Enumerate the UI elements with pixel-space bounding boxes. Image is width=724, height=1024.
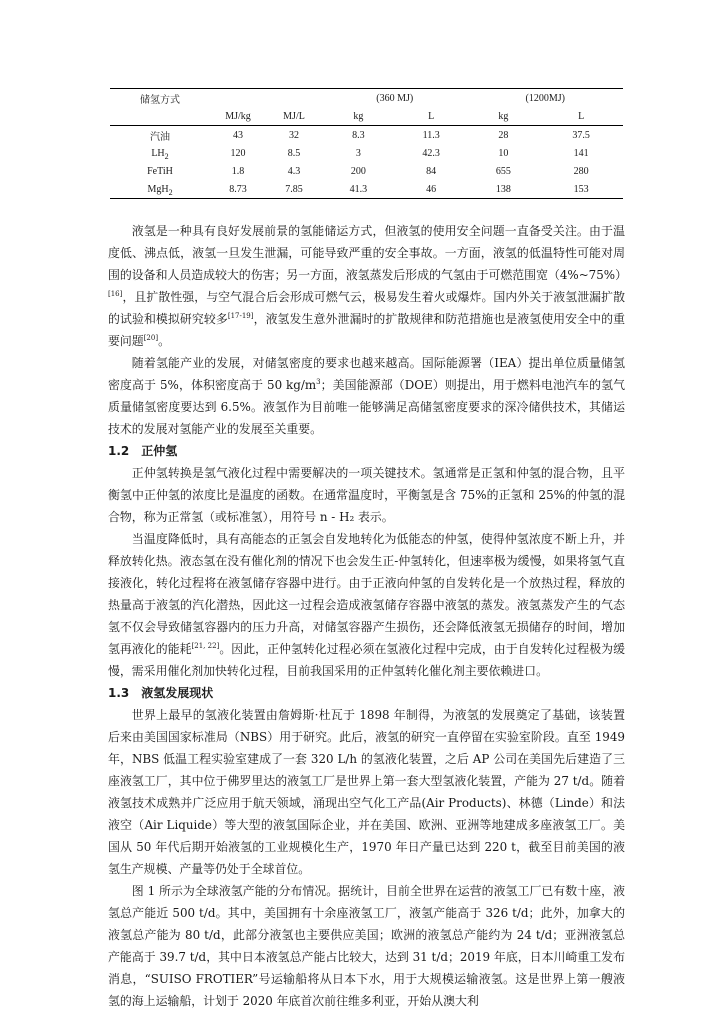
table-unit: MJ/kg: [210, 107, 266, 126]
table-cell: 42.3: [422, 147, 440, 159]
table-cell: 280: [573, 165, 589, 177]
table-unit: kg: [322, 107, 395, 126]
table-row: [110, 180, 623, 199]
table-row-label: MgH$_2$: [110, 180, 210, 199]
table-unit: L: [539, 107, 623, 126]
table-cell: 46: [395, 180, 468, 199]
paragraph: 当温度降低时，具有高能态的正氢会自发地转化为低能态的仲氢，使得仲氢浓度不断上升，并释放转化热。液态氢在没有催化剂的情况下也会发生正-仲氢转化，但速率极为缓慢，如果将氢气直接液化，转化过程将在液氢储存容器中进行。由于正液向仲氢的自发转化是一个放热过程，释放的热量高于液氢的汽化潜热，因此这一过程会造成液氢储存容器中液氢的蒸发。液氢蒸发产生的气态氢不仅会导致储氢容器内的压力升高，对储氢容器产生损伤，还会降低液氢无损储存的时间，增加氢再液化的能耗[21, 22]。因此，正仲氢转化过程必须在氢液化过程中完成，由于自发转化过程极为缓慢，需采用催化剂加快转化过程，目前我国采用的正仲氢转化催化剂主要依赖进口。: [108, 532, 625, 678]
table-unit: MJ/L: [266, 107, 322, 126]
table-cell: 8.73: [210, 180, 266, 199]
table-row-label: $LH_2$: [151, 147, 169, 161]
table-cell: 4.3: [287, 165, 301, 177]
table-row-label: 汽油: [150, 131, 170, 143]
table-header-360mj: (360 MJ): [322, 89, 468, 108]
table-header-row: [110, 89, 623, 108]
table-cell: 8.5: [287, 147, 301, 159]
table-cell: 3: [355, 147, 361, 159]
section-heading: 1.3 液氢发展现状: [108, 686, 214, 700]
table-cell: 84: [426, 165, 437, 177]
table-row: [110, 126, 623, 145]
paragraph: 世界上最早的氢液化装置由詹姆斯·杜瓦于 1898 年制得，为液氢的发展奠定了基础，该装置后来由美国国家标准局（NBS）用于研究。此后，液氢的研究一直停留在实验室阶段。直至 1949 年，NBS 低温工程实验室建成了一套 320 L/h 的氢液化装置，之后 AP 公司在美国先后建造了三座液氢工厂，其中位于佛罗里达的液氢工厂是世界上第一套大型氢液化装置，产能为 27 t/d。随着液氢技术成熟并广泛应用于航天领域，涌现出空气化工产品(Air Products)、林德（Linde）和法液空（Air Liquide）等大型的液氢国际企业，并在美国、欧洲、亚洲等地建成多座液氢工厂。美国从 50 年代后期开始液氢的工业规模化生产，1970 年日产量已达到 220 t，截至目前美国的液氢生产规模、产量等仍处于全球首位。: [108, 708, 625, 876]
article-body: [108, 220, 625, 1012]
table-cell: 41.3: [322, 180, 395, 199]
table-cell: 120: [230, 147, 246, 159]
table-cell: 138: [468, 180, 540, 199]
table-cell: 37.5: [572, 129, 590, 141]
table-units-row: [110, 107, 623, 126]
table-cell: 153: [539, 180, 623, 199]
table-cell: 43: [233, 129, 243, 141]
table-row: [110, 144, 623, 162]
table-cell: 1.8: [231, 165, 245, 177]
table-cell: 7.85: [266, 180, 322, 199]
table-cell: 200: [350, 165, 366, 177]
table-cell: 141: [573, 147, 589, 159]
hydrogen-storage-table: [110, 88, 623, 199]
paragraph: 正仲氢转换是氢气液化过程中需要解决的一项关键技术。氢通常是正氢和仲氢的混合物，且平衡氢中正仲氢的浓度比是温度的函数。在通常温度时，平衡氢是含 75%的正氢和 25%的仲氢的混合物，称为正常氢（或标准氢），用符号 n - H₂ 表示。: [108, 466, 625, 524]
paragraph: 随着氢能产业的发展，对储氢密度的要求也越来越高。国际能源署（IEA）提出单位质量储氢密度高于 5%，体积密度高于 50 $kg/m^3$；美国能源部（DOE）则提出，用于燃料电池汽车的氢气质量储氢密度要达到 6.5%。液氢作为目前唯一能够满足高储氢密度要求的深冷储供技术，其储运技术的发展对氢能产业的发展至关重要。: [108, 356, 625, 436]
table-unit: kg: [468, 107, 540, 126]
table-cell: 32: [289, 129, 299, 141]
paragraph: 液氢是一种具有良好发展前景的氢能储运方式，但液氢的使用安全问题一直备受关注。由于温度低、沸点低，液氢一旦发生泄漏，可能导致严重的安全事故。一方面，液氢的低温特性可能对周围的设备和人员造成较大的伤害；另一方面，液氢蒸发后形成的气氢由于可燃范围宽（4%~75%）[16]，且扩散性强，与空气混合后会形成可燃气云，极易发生着火或爆炸。国内外关于液氢泄漏扩散的试验和模拟研究较多[17-19]，液氢发生意外泄漏时的扩散规律和防范措施也是液氢使用安全中的重要问题[20]。: [108, 224, 627, 348]
table-cell: 11.3: [422, 129, 440, 141]
table-unit: L: [395, 107, 468, 126]
table-cell: 28: [498, 129, 509, 141]
section-heading: 1.2 正仲氢: [108, 444, 178, 458]
table-cell: 10: [498, 147, 509, 159]
table-cell: 8.3: [352, 129, 365, 141]
table-header-method: 储氢方式: [110, 89, 210, 108]
table-row: [110, 162, 623, 180]
table-header-1200mj: (1200MJ): [468, 89, 623, 108]
table-cell: 655: [495, 165, 511, 177]
table-row-label: FeTiH: [147, 165, 173, 177]
paragraph: 图 1 所示为全球液氢产能的分布情况。据统计，目前全世界在运营的液氢工厂已有数十座，液氢总产能近 500 t/d。其中，美国拥有十余座液氢工厂，液氢产能高于 326 t/d；此外，加拿大的液氢总产能为 80 t/d，此部分液氢也主要供应美国；欧洲的液氢总产能约为 24 t/d；亚洲液氢总产能高于 39.7 t/d，其中日本液氢总产能占比较大，达到 31 t/d；2019 年底，日本川崎重工发布消息，“SUISO FROTIER”号运输船将从日本下水，用于大规模运输液氢。这是世界上第一艘液氢的海上运输船，计划于 2020 年底首次前往维多利亚，开始从澳大利: [108, 884, 625, 1008]
